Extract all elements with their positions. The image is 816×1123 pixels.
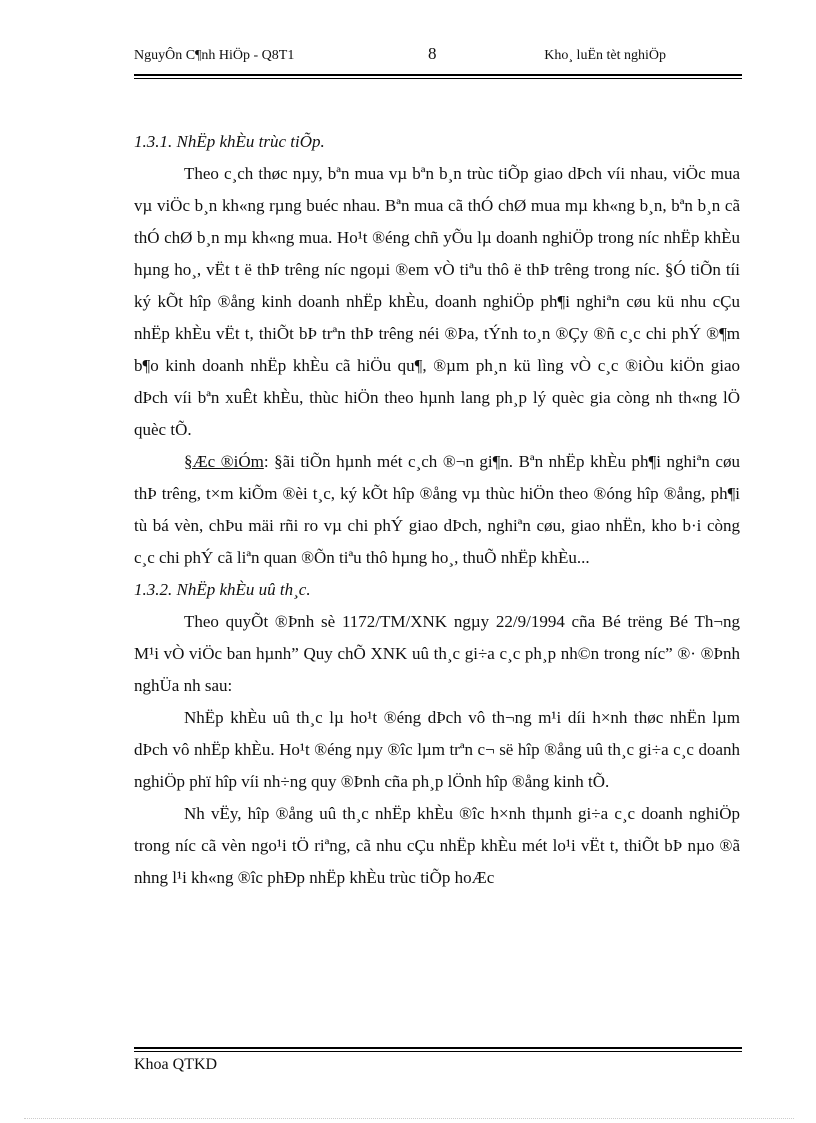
header-title: Kho¸ luËn tèt nghiÖp (544, 48, 666, 63)
characteristics-text: : §ãi tiÕn hµnh mét c¸ch ®¬n gi¶n. Bªn nhËp khÈu ph¶i nghiªn cøu thÞ trêng, t×m kiÕm ®èi t¸c, ký kÕt hîp ®ång vµ thùc hiÖn theo ®óng hîp ®ång, ph¶i tù bá vèn, chÞu mäi rñi ro vµ chi phÝ giao dÞch, nghiªn cøu, giao nhËn, kho b·i còng c¸c chi phÝ cã liªn quan ®Õn tiªu thô hµng ho¸, thuÕ nhËp khÈu... (134, 452, 740, 567)
page-bottom-divider (24, 1118, 794, 1119)
paragraph-characteristics (134, 446, 740, 574)
paragraph-decision: Theo quyÕt ®Þnh sè 1172/TM/XNK ngµy 22/9/1994 cña Bé trëng Bé Th¬ng M¹i vÒ viÖc ban hµnh” Quy chÕ XNK uû th¸c gi÷a c¸c ph¸p nh©n trong níc” ®· ®Þnh nghÜa nh sau: (134, 612, 740, 695)
paragraph-direct-import: Theo c¸ch thøc nµy, bªn mua vµ bªn b¸n trùc tiÕp giao dÞch víi nhau, viÖc mua vµ viÖc b¸n kh«ng rµng buéc nhau. Bªn mua cã thÓ chØ mua mµ kh«ng b¸n, bªn b¸n cã thÓ chØ b¸n mµ kh«ng mua. Ho¹t ®éng chñ yÕu lµ doanh nghiÖp trong níc nhËp khÈu hµng ho¸, vËt t ë thÞ trêng níc ngoµi ®em vÒ tiªu thô ë thÞ trêng trong níc. §Ó tiÕn tíi ký kÕt hîp ®ång kinh doanh nhËp khÈu, doanh nghiÖp ph¶i nghiªn cøu kü nhu cÇu nhËp khÈu vËt t, thiÕt bÞ trªn thÞ trêng néi ®Þa, tÝnh to¸n ®Çy ®ñ c¸c chi phÝ ®¶m b¶o kinh doanh nhËp khÈu cã hiÖu qu¶, ®µm ph¸n kü lìng vÒ c¸c ®iÒu kiÖn giao dÞch víi bªn xuÊt khÈu, thùc hiÖn theo hµnh lang ph¸p lý quèc gia còng nh th«ng lÖ quèc tÕ. (134, 164, 740, 439)
footer-rule-thick (134, 1047, 742, 1049)
page-number: 8 (428, 44, 437, 63)
section-heading-entrusted-import: 1.3.2. NhËp khÈu uû th¸c. (134, 580, 311, 599)
header-rule-thin (134, 78, 742, 79)
section-heading-direct-import: 1.3.1. NhËp khÈu trùc tiÕp. (134, 132, 325, 151)
page-body (134, 126, 740, 894)
footer-rule-thin (134, 1051, 742, 1052)
header-author: NguyÔn C¶nh HiÖp - Q8T1 (134, 48, 295, 63)
page-footer: Khoa QTKD (134, 1056, 218, 1073)
characteristics-label: §Æc ®iÓm (184, 452, 264, 471)
paragraph-definition: NhËp khÈu uû th¸c lµ ho¹t ®éng dÞch vô th¬ng m¹i díi h×nh thøc nhËn lµm dÞch vô nhËp khÈu. Ho¹t ®éng nµy ®îc lµm trªn c¬ së hîp ®ång uû th¸c gi÷a c¸c doanh nghiÖp phï hîp víi nh÷ng quy ®Þnh cña ph¸p lÖnh hîp ®ång kinh tÕ. (134, 708, 740, 791)
header-rule-thick (134, 74, 742, 76)
paragraph-contract: Nh vËy, hîp ®ång uû th¸c nhËp khÈu ®îc h×nh thµnh gi÷a c¸c doanh nghiÖp trong níc cã vèn ngo¹i tÖ riªng, cã nhu cÇu nhËp khÈu mét lo¹i vËt t, thiÕt bÞ nµo ®ã nhng l¹i kh«ng ®îc phÐp nhËp khÈu trùc tiÕp hoÆc (134, 804, 740, 887)
page-header (134, 44, 742, 68)
